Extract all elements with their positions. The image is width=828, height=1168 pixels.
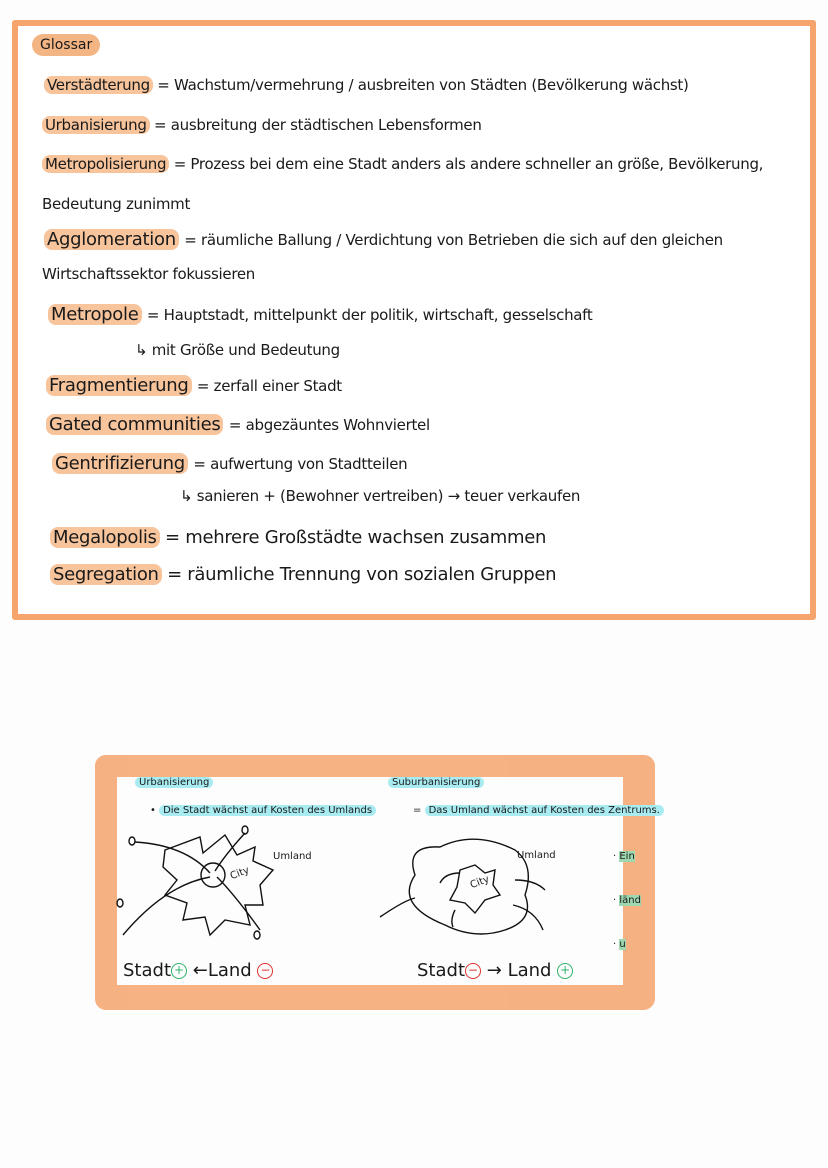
definition: = Prozess bei dem eine Stadt anders als andere schneller an größe, Bevölkerung, [173,155,764,173]
term: Megalopolis [50,527,160,548]
right-city-label: City [468,873,491,892]
left-balance [123,960,273,981]
term: Fragmentierung [46,375,192,396]
plus-icon: + [171,963,187,979]
minus-icon: − [465,963,481,979]
arrow-left-icon: ← [192,960,208,981]
stadt-label: Stadt [417,960,465,981]
term: Metropolisierung [42,155,169,173]
right-title: Suburbanisierung [388,777,484,788]
entry-metropole [48,304,592,325]
entry-metropolisierung [42,155,763,173]
entry-gated-communities [46,414,430,435]
definition: = ausbreitung der städtischen Lebensformen [154,116,482,134]
term: Agglomeration [44,229,179,250]
left-city-label: City [228,864,251,883]
entry-fragmentierung [46,375,342,396]
land-label: Land [207,960,252,981]
side-note: u [619,939,626,950]
entry-megalopolis [50,527,546,548]
entry-continuation: ↳ sanieren + (Bewohner vertreiben) → teuer verkaufen [180,487,581,505]
entry-gentrifizierung [52,453,407,474]
entry-segregation [50,564,556,585]
side-note: länd [619,895,641,906]
entry-verstaedterung [44,76,689,94]
entry-urbanisierung [42,116,482,134]
term: Gated communities [46,414,223,435]
urbanization-diagram: Urbanisierung • Die Stadt wächst auf Kosten des Umlands City Umland Stadt + ←Land − Suburbanisierung = Das Umland wächst auf Kosten des Zentrums. City Umland Stadt − → Land + · Ein · länd · u [95,755,655,1010]
definition: = räumliche Ballung / Verdichtung von Betrieben die sich auf den gleichen [184,231,723,249]
right-balance [417,960,573,981]
definition: = aufwertung von Stadtteilen [193,455,408,473]
entry-continuation: Bedeutung zunimmt [42,195,191,213]
term: Metropole [48,304,142,325]
definition: = Wachstum/vermehrung / ausbreiten von Städten (Bevölkerung wächst) [157,76,689,94]
definition: = zerfall einer Stadt [196,377,342,395]
term: Segregation [50,564,162,585]
minus-icon: − [257,963,273,979]
city-sketch-left [117,826,273,939]
term: Verstädterung [44,76,153,94]
definition: = abgezäuntes Wohnviertel [228,416,430,434]
left-umland-label: Umland [273,851,312,862]
left-title: Urbanisierung [135,777,213,788]
entry-agglomeration [44,229,723,250]
side-note: Ein [619,851,635,862]
arrow-right-icon: → [486,960,502,981]
definition: = räumliche Trennung von sozialen Gruppen [167,564,557,585]
right-umland-label: Umland [517,850,556,861]
land-label: Land [507,960,552,981]
term: Gentrifizierung [52,453,188,474]
right-bullet: Das Umland wächst auf Kosten des Zentrums. [425,805,664,816]
glossary-title: Glossar [32,34,100,56]
entry-continuation: ↳ mit Größe und Bedeutung [135,341,340,359]
entry-continuation: Wirtschaftssektor fokussieren [42,265,256,283]
stadt-label: Stadt [123,960,171,981]
definition: = mehrere Großstädte wachsen zusammen [165,527,547,548]
definition: = Hauptstadt, mittelpunkt der politik, wirtschaft, gesselschaft [146,306,593,324]
left-bullet: Die Stadt wächst auf Kosten des Umlands [159,805,376,816]
term: Urbanisierung [42,116,150,134]
plus-icon: + [557,963,573,979]
